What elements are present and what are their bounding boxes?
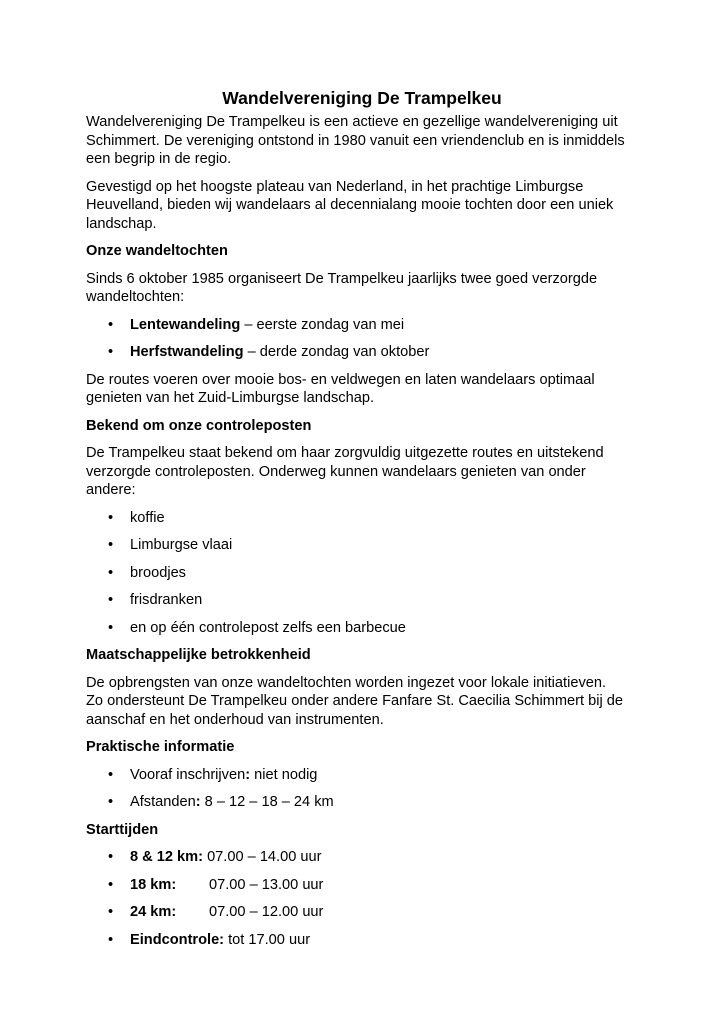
bullet-icon: • — [108, 537, 114, 553]
bullet-icon: • — [108, 619, 114, 636]
section-heading-tochten: Onze wandeltochten — [86, 243, 228, 259]
item-value: 8 – 12 – 18 – 24 km — [200, 794, 334, 810]
tochten-list — [86, 316, 638, 362]
intro-paragraph-1: Wandelvereniging De Trampelkeu is een actieve en gezellige wandelvereniging uit Schimmert. De vereniging ontstond in 1980 vanuit een vriendenclub en is inmiddels een begrip in de regio. — [86, 114, 625, 167]
item-value: niet nodig — [250, 766, 318, 783]
list-item — [86, 564, 638, 583]
list-item — [86, 848, 638, 867]
list-item — [86, 876, 638, 895]
section-heading-controleposten: Bekend om onze controleposten — [86, 417, 312, 434]
item-text: – eerste zondag van mei — [240, 316, 405, 333]
list-item — [86, 931, 638, 950]
bullet-icon: • — [108, 849, 114, 865]
item-colon: : — [245, 766, 251, 783]
maatschappelijk-paragraph — [86, 674, 638, 730]
list-item — [86, 509, 638, 528]
maatschappelijk-line-1: De opbrengsten van onze wandeltochten worden ingezet voor lokale initiatieven. — [86, 674, 607, 691]
list-item — [86, 619, 638, 638]
list-item — [86, 793, 638, 812]
bullet-icon: • — [108, 931, 114, 948]
item-label: 24 km: — [130, 904, 177, 920]
item-label: Herfstwandeling — [130, 344, 244, 360]
item-text: koffie — [130, 509, 165, 526]
bullet-icon: • — [108, 344, 114, 360]
bullet-icon: • — [108, 564, 114, 581]
maatschappelijk-line-2: Zo ondersteunt De Trampelkeu onder andere Fanfare St. Caecilia Schimmert bij de aanschaf en het onderhoud van instrumenten. — [86, 693, 623, 728]
item-text: frisdranken — [130, 592, 203, 608]
item-value: tot 17.00 uur — [224, 931, 311, 948]
item-value: 07.00 – 14.00 uur — [203, 849, 322, 865]
item-label: 18 km: — [130, 876, 177, 893]
list-item — [86, 903, 638, 922]
item-value: 07.00 – 12.00 uur — [209, 904, 324, 920]
item-label: Afstanden — [130, 794, 196, 810]
item-text: broodjes — [130, 564, 186, 581]
list-item — [86, 316, 638, 335]
section-heading-maatschappelijk: Maatschappelijke betrokkenheid — [86, 647, 311, 663]
tochten-after-paragraph: De routes voeren over mooie bos- en veldwegen en laten wandelaars optimaal genieten van het Zuid-Limburgse landschap. — [86, 371, 595, 406]
bullet-icon: • — [108, 592, 114, 608]
bullet-icon: • — [108, 794, 114, 810]
praktisch-list — [86, 766, 638, 812]
item-label: Eindcontrole: — [130, 931, 225, 948]
section-heading-praktisch: Praktische informatie — [86, 739, 235, 755]
item-label: Lentewandeling — [130, 316, 241, 333]
item-label: 8 & 12 km: — [130, 849, 204, 865]
bullet-icon: • — [108, 904, 114, 920]
bullet-icon: • — [108, 509, 114, 526]
list-item — [86, 343, 638, 362]
tochten-paragraph: Sinds 6 oktober 1985 organiseert De Trampelkeu jaarlijks twee goed verzorgde wandeltochten: — [86, 270, 598, 305]
starttijden-list — [86, 848, 638, 949]
list-item — [86, 536, 638, 555]
section-heading-starttijden: Starttijden — [86, 821, 159, 838]
item-value: 07.00 – 13.00 uur — [209, 876, 324, 893]
item-text: Limburgse vlaai — [130, 537, 233, 553]
item-text: – derde zondag van oktober — [243, 344, 430, 360]
item-text: en op één controlepost zelfs een barbecue — [130, 619, 406, 636]
intro-paragraph-2: Gevestigd op het hoogste plateau van Nederland, in het prachtige Limburgse Heuvelland, bieden wij wandelaars al decennialang mooie tochten door een uniek landschap. — [86, 178, 614, 232]
controleposten-paragraph: De Trampelkeu staat bekend om haar zorgvuldig uitgezette routes en uitstekend verzorgde controleposten. Onderweg kunnen wandelaars genieten van onder andere: — [86, 445, 604, 498]
bullet-icon: • — [108, 316, 114, 333]
bullet-icon: • — [108, 766, 114, 783]
item-label: Vooraf inschrijven — [130, 766, 246, 783]
controleposten-list — [86, 509, 638, 638]
item-colon: : — [195, 794, 201, 810]
bullet-icon: • — [108, 876, 114, 893]
list-item — [86, 766, 638, 785]
page-title: Wandelvereniging De Trampelkeu — [222, 88, 502, 108]
list-item — [86, 591, 638, 610]
